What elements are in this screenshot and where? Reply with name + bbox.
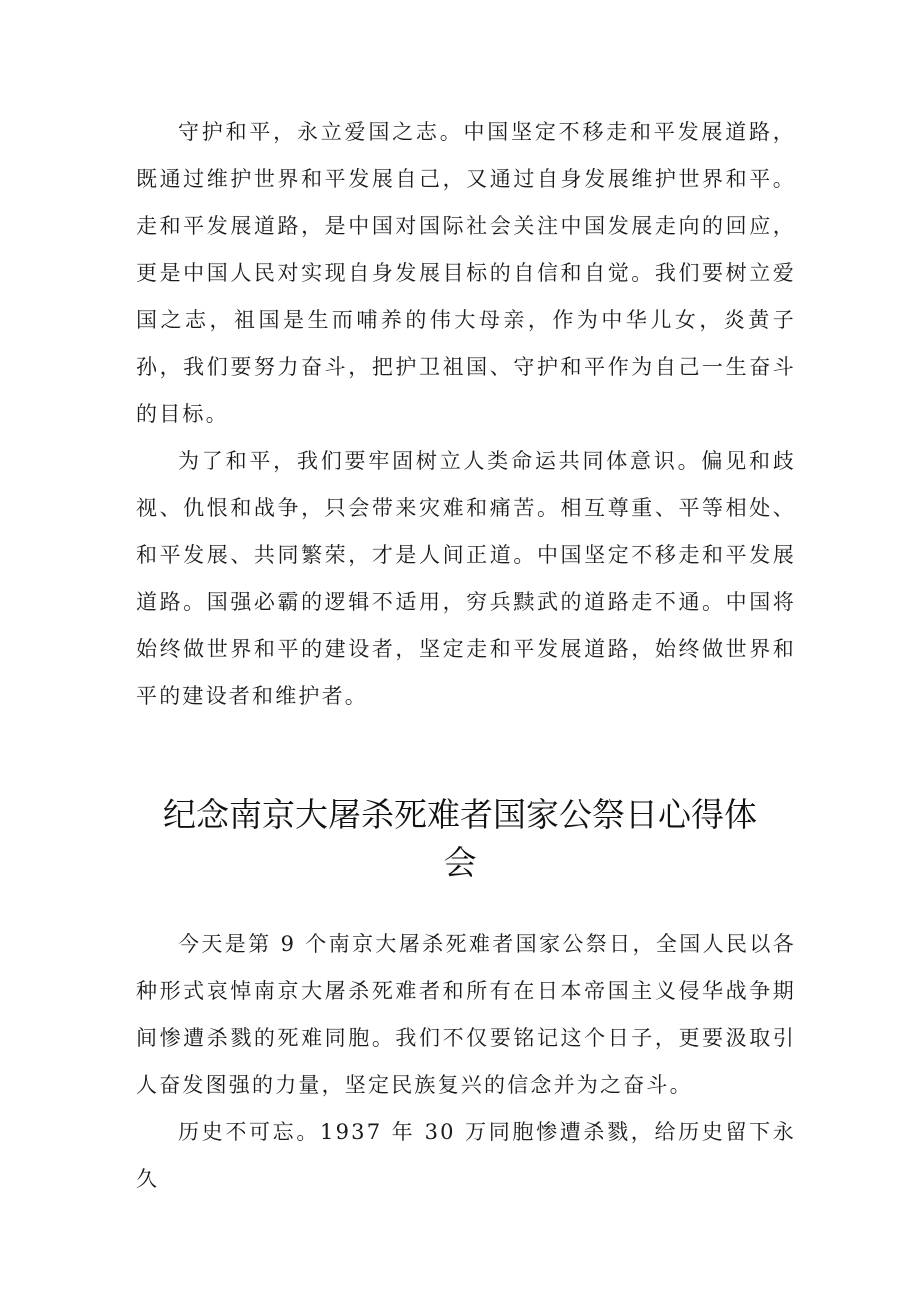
paragraph: 历史不可忘。1937 年 30 万同胞惨遭杀戮，给历史留下永久 bbox=[136, 1120, 796, 1191]
essay-section-peace bbox=[136, 109, 796, 720]
section-heading: 纪念南京大屠杀死难者国家公祭日心得体会 bbox=[163, 795, 757, 882]
paragraph: 守护和平，永立爱国之志。中国坚定不移走和平发展道路，既通过维护世界和平发展自己，又通过自身发展维护世界和平。走和平发展道路，是中国对国际社会关注中国发展走向的回应，更是中国人民对实现自身发展目标的自信和自觉。我们要树立爱国之志，祖国是生而哺养的伟大母亲，作为中华儿女，炎黄子孙，我们要努力奋斗，把护卫祖国、守护和平作为自己一生奋斗的目标。 bbox=[136, 120, 796, 426]
paragraph: 为了和平，我们要牢固树立人类命运共同体意识。偏见和歧视、仇恨和战争，只会带来灾难和痛苦。相互尊重、平等相处、和平发展、共同繁荣，才是人间正道。中国坚定不移走和平发展道路。国强必霸的逻辑不适用，穷兵黩武的道路走不通。中国将始终做世界和平的建设者，坚定走和平发展道路，始终做世界和平的建设者和维护者。 bbox=[136, 449, 796, 708]
paragraph: 今天是第 9 个南京大屠杀死难者国家公祭日，全国人民以各种形式哀悼南京大屠杀死难者和所有在日本帝国主义侵华战争期间惨遭杀戮的死难同胞。我们不仅要铭记这个日子，更要汲取引人奋发图强的力量，坚定民族复兴的信念并为之奋斗。 bbox=[136, 932, 796, 1097]
essay-section-memorial bbox=[136, 921, 796, 1203]
